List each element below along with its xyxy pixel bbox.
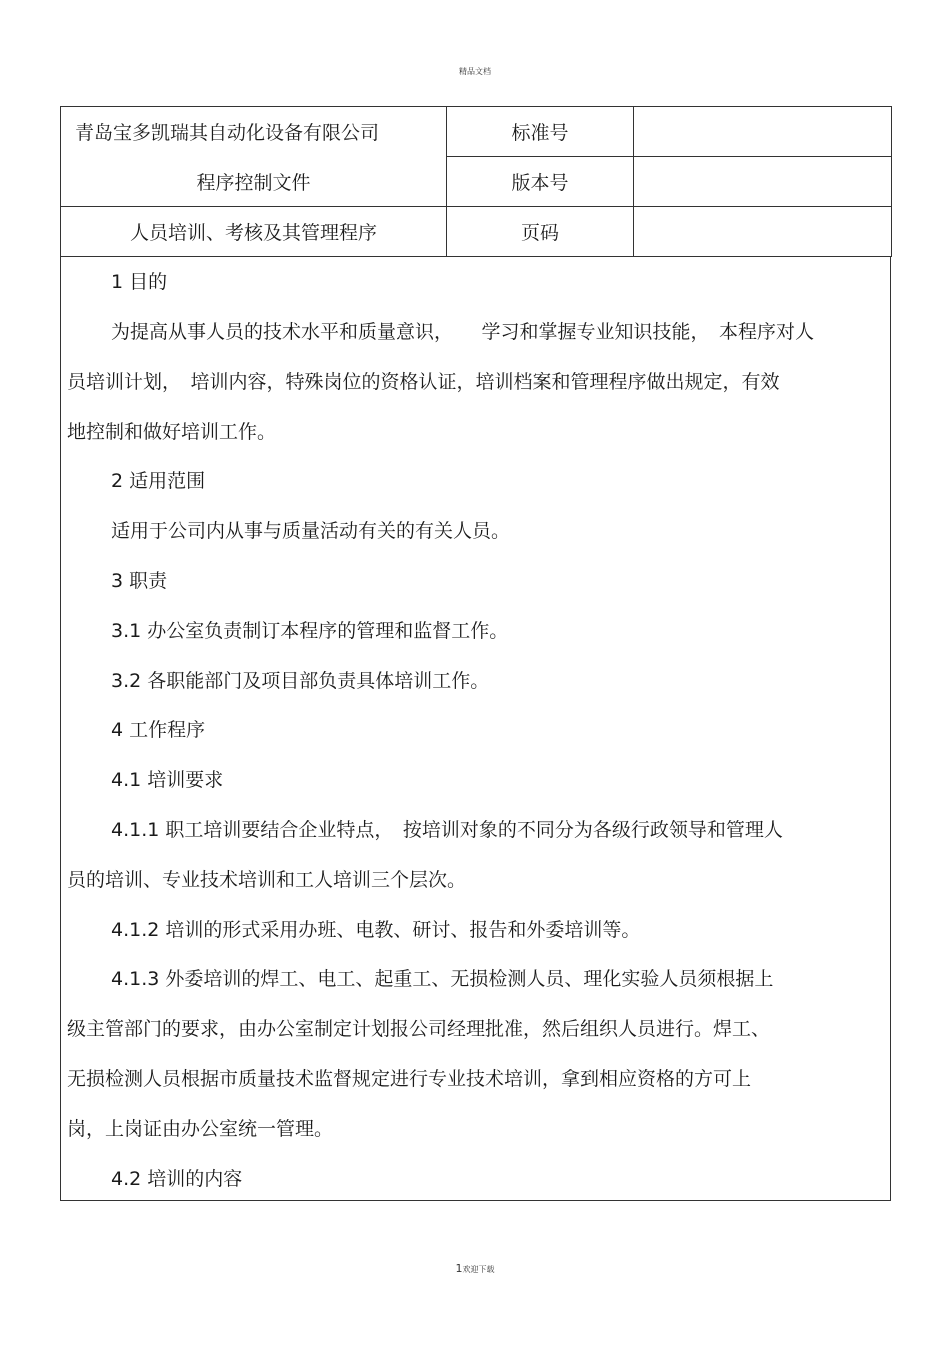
paragraph-line: 地控制和做好培训工作。: [67, 421, 277, 443]
footer-text: 欢迎下载: [462, 1265, 495, 1274]
header-row-page: [61, 207, 892, 257]
page-value: [634, 207, 892, 257]
subsection-heading: 4.1 培训要求: [111, 769, 224, 791]
paragraph-line: 无损检测人员根据市质量技术监督规定进行专业技术培训，拿到相应资格的方可上: [67, 1068, 752, 1090]
version-label: 版本号: [447, 157, 634, 207]
section-heading-responsibility: 3 职责: [111, 570, 168, 592]
standard-no-label: 标准号: [447, 107, 634, 157]
page-footer-note: [0, 1262, 950, 1275]
paragraph-line: 岗，上岗证由办公室统一管理。: [67, 1118, 334, 1140]
page-number: 1: [455, 1262, 463, 1275]
version-value: [634, 157, 892, 207]
section-heading-procedure: 4 工作程序: [111, 719, 206, 741]
page-label: 页码: [447, 207, 634, 257]
page-header-note: 精品文档: [459, 67, 491, 76]
paragraph-line: 3.2 各职能部门及项目部负责具体培训工作。: [111, 670, 490, 692]
paragraph-line: 适用于公司内从事与质量活动有关的有关人员。: [111, 520, 511, 542]
standard-no-value: [634, 107, 892, 157]
header-row-version: [61, 157, 892, 207]
paragraph-line: 为提高从事人员的技术水平和质量意识， 学习和掌握专业知识技能， 本程序对人: [111, 321, 815, 343]
section-heading-scope: 2 适用范围: [111, 470, 206, 492]
document-type: 程序控制文件: [61, 157, 447, 207]
document-body: [60, 257, 891, 1201]
paragraph-line: 4.1.2 培训的形式采用办班、电教、研讨、报告和外委培训等。: [111, 919, 641, 941]
header-row-standard: [61, 107, 892, 157]
document-header-table: [60, 106, 892, 257]
paragraph-line: 员培训计划， 培训内容，特殊岗位的资格认证，培训档案和管理程序做出规定，有效: [67, 371, 780, 393]
section-heading-purpose: 1 目的: [111, 271, 168, 293]
paragraph-line: 4.1.3 外委培训的焊工、电工、起重工、无损检测人员、理化实验人员须根据上: [111, 968, 774, 990]
paragraph-line: 级主管部门的要求，由办公室制定计划报公司经理批准，然后组织人员进行。焊工、: [67, 1018, 771, 1040]
company-name: 青岛宝多凯瑞其自动化设备有限公司: [61, 107, 447, 157]
subsection-heading: 4.2 培训的内容: [111, 1168, 243, 1190]
paragraph-line: 员的培训、专业技术培训和工人培训三个层次。: [67, 869, 467, 891]
paragraph-line: 3.1 办公室负责制订本程序的管理和监督工作。: [111, 620, 509, 642]
document-title: 人员培训、考核及其管理程序: [61, 207, 447, 257]
paragraph-line: 4.1.1 职工培训要结合企业特点， 按培训对象的不同分为各级行政领导和管理人: [111, 819, 783, 841]
